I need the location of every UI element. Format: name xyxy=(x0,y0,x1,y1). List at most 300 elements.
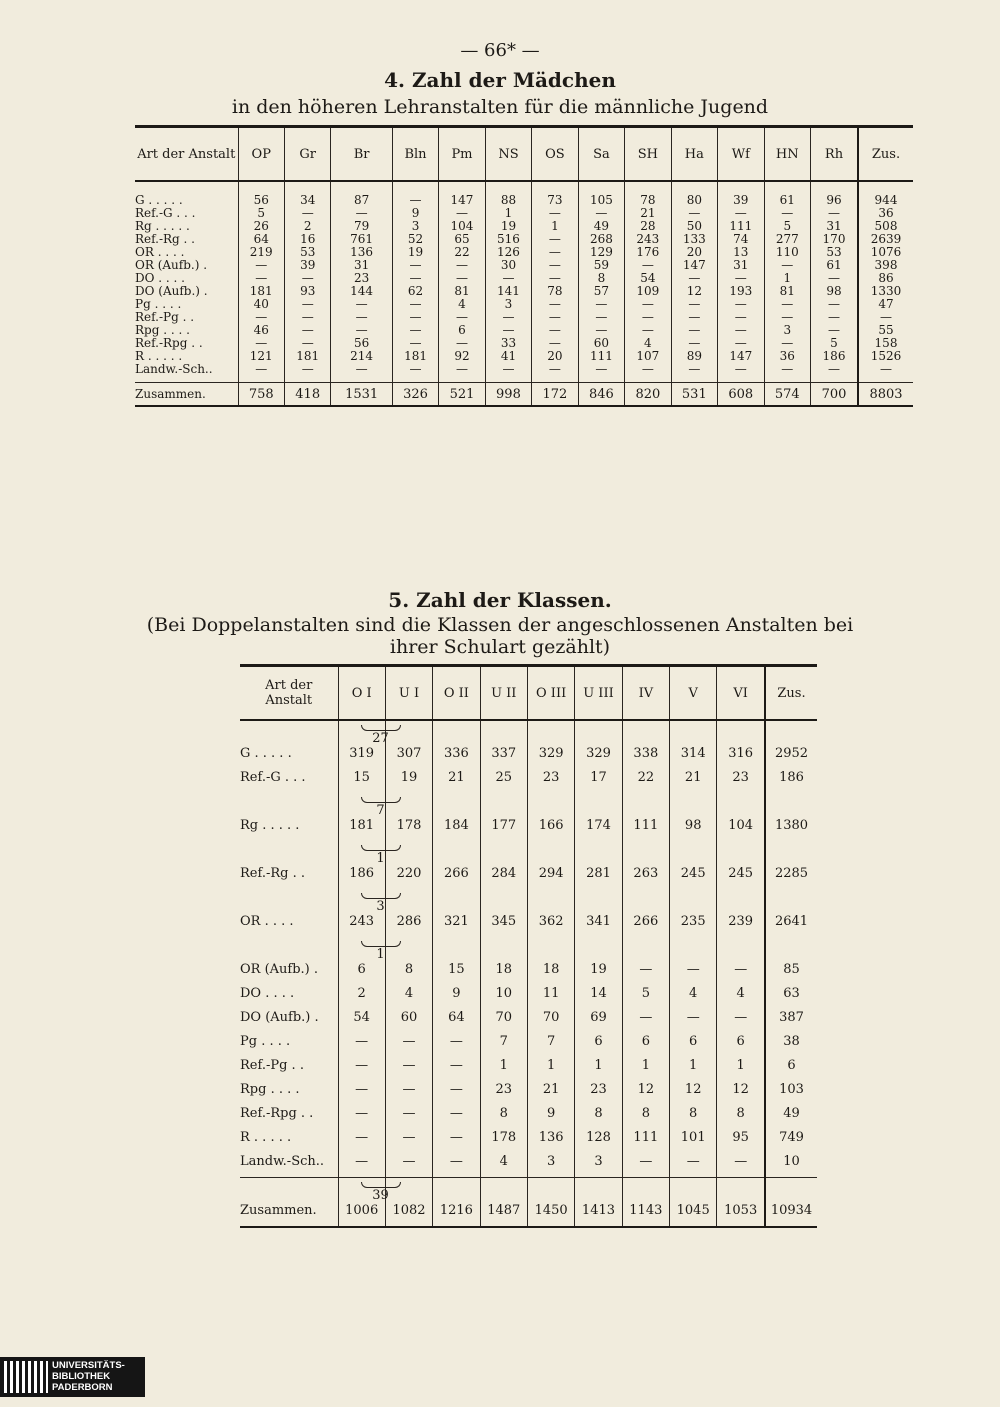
table4-cell: 181 xyxy=(238,285,284,298)
table5-combined-bracket xyxy=(361,1182,401,1204)
table5-row-label: OR (Aufb.) . xyxy=(240,962,319,977)
table5-row-label: Ref.-G . . . xyxy=(240,770,306,785)
table4-cell: — xyxy=(238,311,284,324)
table5-cell: 7 xyxy=(480,1033,527,1057)
table4-cell: — xyxy=(671,324,717,337)
table4-cell: 181 xyxy=(392,350,438,363)
table5-cell: 220 xyxy=(385,841,432,889)
logo-line: PADERBORN xyxy=(52,1382,113,1393)
table4-col-header: OP xyxy=(238,127,284,182)
table5-cell: 184 xyxy=(433,793,480,841)
table5-row-label: Ref.-Rg . . xyxy=(240,866,305,881)
table4-total-cell: 172 xyxy=(532,383,578,407)
table5-cell: 4 xyxy=(480,1153,527,1178)
table5-cell: 174 xyxy=(575,793,622,841)
table5-cell: — xyxy=(670,1009,717,1033)
table5-cell-value: 15 xyxy=(353,770,370,785)
table4-cell: 98 xyxy=(811,285,859,298)
table4-cell: 20 xyxy=(671,246,717,259)
table4-cell: — xyxy=(578,324,624,337)
table5-row-label: Rg . . . . . xyxy=(240,818,300,833)
table5-cell: 21 xyxy=(670,769,717,793)
table5-col-header-total: Zus. xyxy=(765,666,817,721)
table5-cell: — xyxy=(717,937,765,985)
table5-cell: 266 xyxy=(433,841,480,889)
table4-col-header: NS xyxy=(485,127,531,182)
table5-row xyxy=(240,889,817,937)
table5-cell: 12 xyxy=(622,1081,669,1105)
table4-cell: — xyxy=(718,337,764,350)
table5-cell xyxy=(338,793,385,841)
table5-cell: — xyxy=(433,1033,480,1057)
table4-row-label: DO . . . . xyxy=(135,271,185,285)
table5-cell: 8 xyxy=(385,937,432,985)
table5-cell: 11 xyxy=(527,985,574,1009)
table5-cell: 329 xyxy=(575,720,622,769)
table5-cell: 64 xyxy=(433,1009,480,1033)
table4-cell: — xyxy=(532,259,578,272)
table4-cell: — xyxy=(439,259,485,272)
table4-cell: 129 xyxy=(578,246,624,259)
table4-row-label: Ref.-Pg . . xyxy=(135,310,195,324)
table4-cell: 4 xyxy=(625,337,671,350)
table4-cell: 2 xyxy=(284,220,330,233)
table4-cell: 31 xyxy=(331,259,392,272)
table4-cell: — xyxy=(718,207,764,220)
table5-subtitle-line2: ihrer Schulart gezählt) xyxy=(389,636,611,658)
table4-cell: 181 xyxy=(284,350,330,363)
table5-cell: 70 xyxy=(480,1009,527,1033)
table4-cell: — xyxy=(284,337,330,350)
table4-cell: 141 xyxy=(485,285,531,298)
table4-cell: 268 xyxy=(578,233,624,246)
table5-combined-bracket xyxy=(361,845,401,867)
table5-cell: — xyxy=(385,1033,432,1057)
library-logo-bars-icon xyxy=(4,1361,48,1393)
table4-cell: 243 xyxy=(625,233,671,246)
table4-col-header: Ha xyxy=(671,127,717,182)
table5-cell: 245 xyxy=(717,841,765,889)
table5-cell: 111 xyxy=(622,793,669,841)
table5-cell: 314 xyxy=(670,720,717,769)
table5-cell: 341 xyxy=(575,889,622,937)
table4-cell: — xyxy=(331,324,392,337)
table4-cell: — xyxy=(811,272,859,285)
table5-row xyxy=(240,769,817,793)
table4-total-row xyxy=(135,383,913,407)
table5-cell: 3 xyxy=(575,1153,622,1178)
table5-cell: 19 xyxy=(385,769,432,793)
table4-cell: — xyxy=(764,337,810,350)
table4-row-label: Rpg . . . . xyxy=(135,323,190,337)
table4-cell: 93 xyxy=(284,285,330,298)
table4-cell: — xyxy=(331,363,392,383)
table5-cell: 101 xyxy=(670,1129,717,1153)
table5-cell: 9 xyxy=(433,985,480,1009)
table4-cell: 219 xyxy=(238,246,284,259)
table4-cell: 126 xyxy=(485,246,531,259)
table5-col-header: O I xyxy=(338,666,385,721)
table5-cell: 12 xyxy=(717,1081,765,1105)
table4-total-cell: 326 xyxy=(392,383,438,407)
table4-cell: — xyxy=(718,298,764,311)
table5-combined-bracket xyxy=(361,725,401,747)
table5-cell: 387 xyxy=(765,1009,817,1033)
table4-cell: — xyxy=(764,298,810,311)
table4-cell: — xyxy=(439,311,485,324)
table4-col-header: Gr xyxy=(284,127,330,182)
table5-cell: 239 xyxy=(717,889,765,937)
table5-cell: 6 xyxy=(575,1033,622,1057)
table5-header-row xyxy=(240,666,817,721)
table5-cell: 9 xyxy=(527,1105,574,1129)
table4-subtitle: in den höheren Lehranstalten für die männliche Jugend xyxy=(231,96,769,118)
table4-cell: — xyxy=(532,207,578,220)
table4-cell: — xyxy=(238,337,284,350)
table4-cell: 105 xyxy=(578,181,624,207)
table5-cell: 17 xyxy=(575,769,622,793)
table5-cell: 284 xyxy=(480,841,527,889)
table5-row-label: OR . . . . xyxy=(240,914,294,929)
table5-cell: — xyxy=(433,1081,480,1105)
table5-total-cell: 1413 xyxy=(575,1178,622,1228)
table5-cell-value: — xyxy=(355,1082,369,1097)
table5-cell: 1 xyxy=(670,1057,717,1081)
table4-cell: — xyxy=(439,363,485,383)
table5-row-label: Rpg . . . . xyxy=(240,1082,300,1097)
table4-cell: — xyxy=(811,363,859,383)
table4-cell: 111 xyxy=(718,220,764,233)
table4-cell: 87 xyxy=(331,181,392,207)
table5-cell: — xyxy=(385,1105,432,1129)
table5-cell: 337 xyxy=(480,720,527,769)
table5-row xyxy=(240,1033,817,1057)
table5-cell: 85 xyxy=(765,937,817,985)
table4-row xyxy=(135,363,913,383)
table4-header-type: Art der Anstalt xyxy=(137,146,236,162)
table4-total-cell: 998 xyxy=(485,383,531,407)
table4-cell: 89 xyxy=(671,350,717,363)
table5-total-cell: 1045 xyxy=(670,1178,717,1228)
table5-cell: — xyxy=(385,1153,432,1178)
table4-cell: — xyxy=(811,324,859,337)
table5-cell: — xyxy=(717,1153,765,1178)
table4-cell: 516 xyxy=(485,233,531,246)
table4-cell: — xyxy=(284,272,330,285)
table5-cell: 10 xyxy=(480,985,527,1009)
table5-combined-value: 27 xyxy=(372,731,389,746)
table5-combined-value: 39 xyxy=(372,1188,389,1203)
table4-cell: — xyxy=(392,337,438,350)
table5-cell: 1 xyxy=(480,1057,527,1081)
table5-cell: 6 xyxy=(670,1033,717,1057)
table4-row-label: Ref.-Rpg . . xyxy=(135,336,203,350)
table4-cell: — xyxy=(671,207,717,220)
table4-cell: 1076 xyxy=(858,246,913,259)
table5-cell: 38 xyxy=(765,1033,817,1057)
table5-header-type: Art der Anstalt xyxy=(265,678,313,708)
table4-total-cell: 820 xyxy=(625,383,671,407)
table5-cell-value: — xyxy=(355,1154,369,1169)
table4-total-label: Zusammen. xyxy=(135,386,206,401)
table5-row xyxy=(240,720,817,769)
table4-row-label: R . . . . . xyxy=(135,349,183,363)
table5-cell: 316 xyxy=(717,720,765,769)
table4-col-header: OS xyxy=(532,127,578,182)
table4-cell: — xyxy=(532,324,578,337)
table4-cell: — xyxy=(625,311,671,324)
table5-title: 5. Zahl der Klassen. xyxy=(388,588,612,612)
table5-cell: 4 xyxy=(670,985,717,1009)
table5-cell: 263 xyxy=(622,841,669,889)
table5-combined-value: 1 xyxy=(376,851,385,866)
table5-col-header: O III xyxy=(527,666,574,721)
table5-cell: 8 xyxy=(575,1105,622,1129)
table4-cell: — xyxy=(671,298,717,311)
table4-cell: 96 xyxy=(811,181,859,207)
table5-total-cell: 1082 xyxy=(385,1178,432,1228)
table4-cell: 49 xyxy=(578,220,624,233)
table5-col-header: U I xyxy=(385,666,432,721)
table4-cell: 36 xyxy=(764,350,810,363)
table5-total-label: Zusammen. xyxy=(240,1203,317,1218)
table4-cell: — xyxy=(764,363,810,383)
table5-col-header: U III xyxy=(575,666,622,721)
table4-cell: 19 xyxy=(485,220,531,233)
table4-row xyxy=(135,207,913,220)
table5-cell xyxy=(338,720,389,769)
table4-row-label: Landw.-Sch.. xyxy=(135,362,213,376)
table4-girls-count xyxy=(135,125,913,407)
table4-row-label: Pg . . . . xyxy=(135,297,182,311)
table4-total-cell: 846 xyxy=(578,383,624,407)
table5-cell: 3 xyxy=(527,1153,574,1178)
table5-cell: 1 xyxy=(575,1057,622,1081)
table5-cell: 338 xyxy=(622,720,669,769)
table5-cell: 286 xyxy=(385,889,432,937)
logo-line: BIBLIOTHEK xyxy=(52,1371,111,1382)
table5-cell xyxy=(338,1057,385,1081)
table5-class-count xyxy=(240,664,817,1228)
table5-cell: 18 xyxy=(527,937,574,985)
table4-cell: — xyxy=(671,337,717,350)
table4-cell: 761 xyxy=(331,233,392,246)
table4-cell: 73 xyxy=(532,181,578,207)
table4-cell: 26 xyxy=(238,220,284,233)
table5-row-label: Ref.-Pg . . xyxy=(240,1058,304,1073)
table4-cell: 8 xyxy=(578,272,624,285)
table4-cell: — xyxy=(238,272,284,285)
table4-cell: 20 xyxy=(532,350,578,363)
table5-col-header: IV xyxy=(622,666,669,721)
table5-cell-value: — xyxy=(355,1130,369,1145)
table5-row xyxy=(240,985,817,1009)
table4-cell: 121 xyxy=(238,350,284,363)
table4-total-cell: 418 xyxy=(284,383,330,407)
table5-cell-value: — xyxy=(355,1034,369,1049)
table5-cell: 14 xyxy=(575,985,622,1009)
table4-cell: 277 xyxy=(764,233,810,246)
table5-cell: 49 xyxy=(765,1105,817,1129)
table4-cell: 508 xyxy=(858,220,913,233)
table5-cell xyxy=(338,889,385,937)
table4-cell: — xyxy=(764,311,810,324)
table4-cell: 46 xyxy=(238,324,284,337)
table5-cell: 6 xyxy=(765,1057,817,1081)
table4-cell: 3 xyxy=(485,298,531,311)
table4-cell: — xyxy=(439,337,485,350)
table5-cell: 6 xyxy=(717,1033,765,1057)
table4-cell: — xyxy=(671,311,717,324)
table5-row-label: DO (Aufb.) . xyxy=(240,1010,319,1025)
table4-cell: 41 xyxy=(485,350,531,363)
table5-cell: — xyxy=(433,1105,480,1129)
table4-cell: 193 xyxy=(718,285,764,298)
table5-cell: 235 xyxy=(670,889,717,937)
table5-cell: — xyxy=(433,1153,480,1178)
table5-subtitle-line1: (Bei Doppelanstalten sind die Klassen der angeschlossenen Anstalten bei xyxy=(146,614,854,636)
table5-cell: 2952 xyxy=(765,720,817,769)
table5-cell: 336 xyxy=(433,720,480,769)
table5-cell: — xyxy=(433,1129,480,1153)
table4-total-cell: 700 xyxy=(811,383,859,407)
table4-cell: 62 xyxy=(392,285,438,298)
table4-col-header: Rh xyxy=(811,127,859,182)
table4-cell: 19 xyxy=(392,246,438,259)
table5-cell: 19 xyxy=(575,937,622,985)
table5-cell: 63 xyxy=(765,985,817,1009)
table5-cell: 6 xyxy=(622,1033,669,1057)
table4-cell: 36 xyxy=(858,207,913,220)
table5-cell: — xyxy=(622,1153,669,1178)
table5-cell: — xyxy=(670,937,717,985)
table5-cell: — xyxy=(717,1009,765,1033)
table5-col-header: VI xyxy=(717,666,765,721)
table4-cell: 30 xyxy=(485,259,531,272)
table4-cell: — xyxy=(392,311,438,324)
table4-cell: — xyxy=(578,311,624,324)
table4-cell: — xyxy=(284,311,330,324)
table4-cell: 34 xyxy=(284,181,330,207)
table4-cell: 214 xyxy=(331,350,392,363)
table5-row xyxy=(240,937,817,985)
table4-cell: 5 xyxy=(811,337,859,350)
table5-cell: 8 xyxy=(622,1105,669,1129)
table5-body xyxy=(240,720,817,1227)
table4-cell: 176 xyxy=(625,246,671,259)
table4-cell: — xyxy=(392,363,438,383)
table5-cell: 23 xyxy=(717,769,765,793)
table4-cell: 88 xyxy=(485,181,531,207)
table5-cell: 2285 xyxy=(765,841,817,889)
table4-cell: — xyxy=(811,207,859,220)
table5-cell-value: 186 xyxy=(349,866,375,881)
table5-cell: 95 xyxy=(717,1129,765,1153)
table4-row xyxy=(135,259,913,272)
table4-total-cell: 1531 xyxy=(331,383,392,407)
table5-cell xyxy=(338,1105,385,1129)
table4-cell: 1 xyxy=(532,220,578,233)
table4-row-label: Ref.-Rg . . xyxy=(135,232,195,246)
table4-cell: 86 xyxy=(858,272,913,285)
table4-col-header: SH xyxy=(625,127,671,182)
table5-row xyxy=(240,1105,817,1129)
table4-cell: 6 xyxy=(439,324,485,337)
table4-cell: 40 xyxy=(238,298,284,311)
table5-total-cell: 1450 xyxy=(527,1178,574,1228)
table4-cell: 65 xyxy=(439,233,485,246)
table4-row xyxy=(135,246,913,259)
table5-cell: 266 xyxy=(622,889,669,937)
table5-combined-bracket xyxy=(361,893,401,915)
table4-cell: 47 xyxy=(858,298,913,311)
table5-combined-bracket xyxy=(361,797,401,819)
table4-cell: 147 xyxy=(439,181,485,207)
table4-cell: 144 xyxy=(331,285,392,298)
table4-cell: 3 xyxy=(392,220,438,233)
table4-cell: 1 xyxy=(485,207,531,220)
table5-row xyxy=(240,1009,817,1033)
table4-cell: — xyxy=(238,363,284,383)
table4-col-header: Wf xyxy=(718,127,764,182)
table4-cell: 57 xyxy=(578,285,624,298)
table4-cell: 136 xyxy=(331,246,392,259)
table4-cell: 31 xyxy=(811,220,859,233)
table4-cell: 60 xyxy=(578,337,624,350)
table5-cell: 345 xyxy=(480,889,527,937)
table4-cell: 22 xyxy=(439,246,485,259)
table4-row-label: OR (Aufb.) . xyxy=(135,258,208,272)
table4-cell: — xyxy=(532,363,578,383)
table5-cell: 15 xyxy=(433,937,480,985)
table4-col-header-total: Zus. xyxy=(858,127,913,182)
table4-cell: — xyxy=(485,363,531,383)
table4-cell: 64 xyxy=(238,233,284,246)
table5-total-cell: 1053 xyxy=(717,1178,765,1228)
table4-cell: 4 xyxy=(439,298,485,311)
table5-total-cell: 1216 xyxy=(433,1178,480,1228)
table5-combined-bracket xyxy=(361,941,401,963)
table4-row-label: Ref.-G . . . xyxy=(135,206,196,220)
table4-cell: 59 xyxy=(578,259,624,272)
table4-cell: 5 xyxy=(238,207,284,220)
table4-cell: 56 xyxy=(331,337,392,350)
table4-cell: — xyxy=(764,207,810,220)
table4-cell: — xyxy=(532,272,578,285)
table5-row-label: DO . . . . xyxy=(240,986,295,1001)
table4-cell: — xyxy=(238,259,284,272)
table4-cell: — xyxy=(331,311,392,324)
table4-cell: — xyxy=(485,324,531,337)
table5-row-label: Ref.-Rpg . . xyxy=(240,1106,314,1121)
table4-cell: 53 xyxy=(284,246,330,259)
table4-cell: — xyxy=(485,272,531,285)
table4-cell: 39 xyxy=(284,259,330,272)
table4-cell: — xyxy=(284,324,330,337)
table4-cell: 74 xyxy=(718,233,764,246)
table5-cell: — xyxy=(670,1153,717,1178)
table4-cell: — xyxy=(718,311,764,324)
table5-cell: 18 xyxy=(480,937,527,985)
logo-line: UNIVERSITÄTS- xyxy=(52,1360,125,1371)
table5-cell-value: — xyxy=(355,1106,369,1121)
table5-total-row xyxy=(240,1178,817,1228)
table5-cell: 178 xyxy=(385,793,432,841)
table4-cell: 109 xyxy=(625,285,671,298)
table5-combined-value: 1 xyxy=(376,947,385,962)
table5-cell: 281 xyxy=(575,841,622,889)
table4-cell: 80 xyxy=(671,181,717,207)
